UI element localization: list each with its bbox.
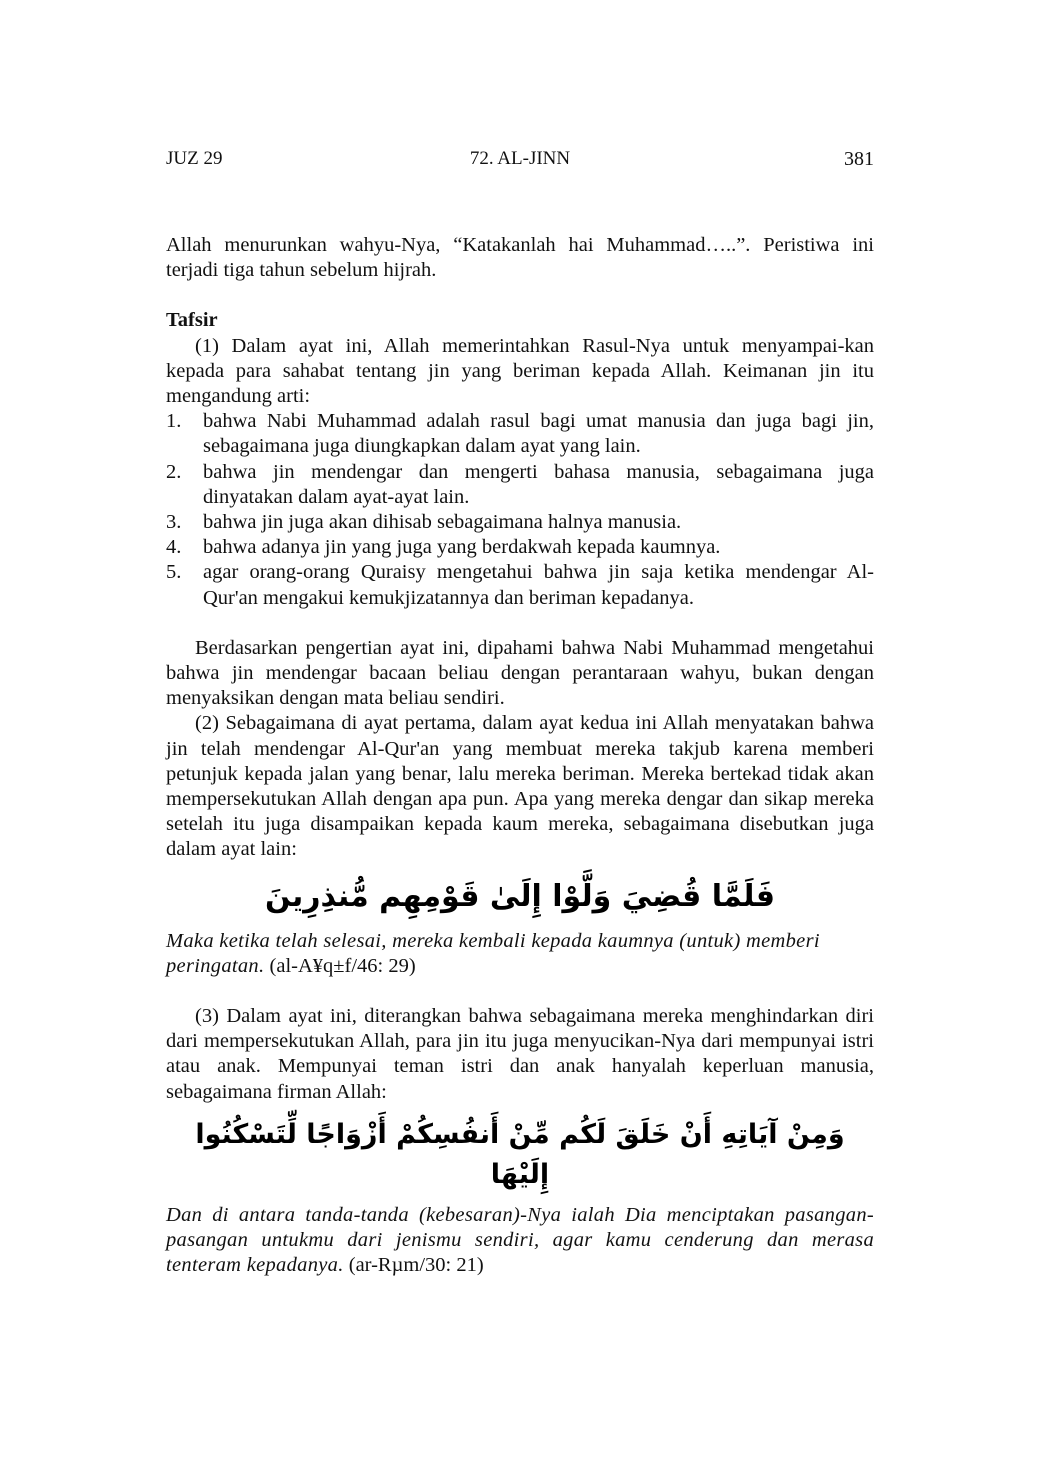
spacer — [166, 979, 874, 1004]
intro-paragraph: Allah menurunkan wahyu-Nya, “Katakanlah hai Muhammad…..”. Peristiwa ini terjadi tiga tahun sebelum hijrah. — [166, 234, 874, 282]
list-item — [166, 560, 874, 610]
quote1-translation — [166, 929, 874, 979]
list-number: 1. — [166, 410, 182, 433]
quote1-translation-text: Maka ketika telah selesai, mereka kembali kepada kaumnya (untuk) memberi peringatan. — [166, 929, 820, 977]
quote1-reference: (al-A¥q±f/46: 29) — [269, 954, 416, 977]
verse3-paragraph: (3) Dalam ayat ini, diterangkan bahwa sebagaimana mereka menghindarkan diri dari mempersekutukan Allah, para jin itu juga menyucikan-Nya dari mempunyai istri atau anak. Mempunyai teman istri dan anak hanyalah keperluan manusia, sebagaimana firman Allah: — [166, 1005, 874, 1103]
list-item-text: bahwa Nabi Muhammad adalah rasul bagi umat manusia dan juga bagi jin, sebagaimana juga diungkapkan dalam ayat yang lain. — [203, 410, 874, 458]
list-item — [166, 535, 874, 560]
list-item-text: bahwa jin juga akan dihisab sebagaimana halnya manusia. — [203, 511, 682, 534]
list-item — [166, 460, 874, 510]
list-item — [166, 510, 874, 535]
section-heading-tafsir: Tafsir — [166, 309, 218, 332]
conclusion-paragraph: Berdasarkan pengertian ayat ini, dipahami bahwa Nabi Muhammad mengetahui bahwa jin mendengar bacaan beliau dengan perantaraan wahyu, bukan dengan menyaksikan dengan mata beliau sendiri. — [166, 636, 874, 710]
spacer — [166, 283, 874, 308]
list-number: 2. — [166, 460, 182, 483]
page-number: 381 — [844, 148, 874, 170]
verse1-paragraph: (1) Dalam ayat ini, Allah memerintahkan Rasul-Nya untuk menyampai-kan kepada para sahabat tentang jin yang beriman kepada Allah. Keimanan jin itu mengandung arti: — [166, 334, 874, 408]
quote2-translation-text: Dan di antara tanda-tanda (kebesaran)-Nya ialah Dia menciptakan pasangan-pasangan untukmu dari jenismu sendiri, agar kamu cenderung dan merasa tenteram kepadanya. — [166, 1203, 874, 1277]
verse2-paragraph: (2) Sebagaimana di ayat pertama, dalam ayat kedua ini Allah menyatakan bahwa jin telah mendengar Al-Qur'an yang membuat mereka takjub karena memberi petunjuk kepada jalan yang benar, lalu mereka beriman. Mereka bertekad tidak akan mempersekutukan Allah dengan apa pun. Apa yang mereka dengar dan sikap mereka setelah itu juga disampaikan kepada kaum mereka, sebagaimana disebutkan juga dalam ayat lain: — [166, 712, 874, 861]
surah-title: 72. AL-JINN — [469, 148, 571, 169]
list-number: 3. — [166, 511, 182, 534]
list-item-text: bahwa adanya jin yang juga yang berdakwah kepada kaumnya. — [203, 536, 721, 559]
list-number: 5. — [166, 561, 182, 584]
page-body — [166, 233, 874, 1279]
list-item-text: bahwa jin mendengar dan mengerti bahasa manusia, sebagaimana juga dinyatakan dalam ayat-ayat lain. — [203, 460, 874, 508]
spacer — [166, 611, 874, 636]
arabic-verse-ar-rum: وَمِنْ آيَاتِهِ أَنْ خَلَقَ لَكُم مِّنْ أَنفُسِكُمْ أَزْوَاجًا لِّتَسْكُنُوا إِلَيْهَا — [195, 1118, 845, 1190]
running-header — [166, 146, 874, 172]
juz-label: JUZ 29 — [166, 148, 223, 169]
list-item-text: agar orang-orang Quraisy mengetahui bahwa jin saja ketika mendengar Al-Qur'an mengakui kemukjizatannya dan beriman kepadanya. — [203, 561, 874, 609]
list-item — [166, 409, 874, 459]
quote2-reference: (ar-Rµm/30: 21) — [348, 1254, 484, 1277]
meaning-list — [166, 409, 874, 611]
list-number: 4. — [166, 536, 182, 559]
quote2-translation — [166, 1203, 874, 1279]
arabic-verse-al-ahqaf: فَلَمَّا قُضِيَ وَلَّوْا إِلَىٰ قَوْمِهِم مُّنذِرِينَ — [265, 878, 775, 914]
